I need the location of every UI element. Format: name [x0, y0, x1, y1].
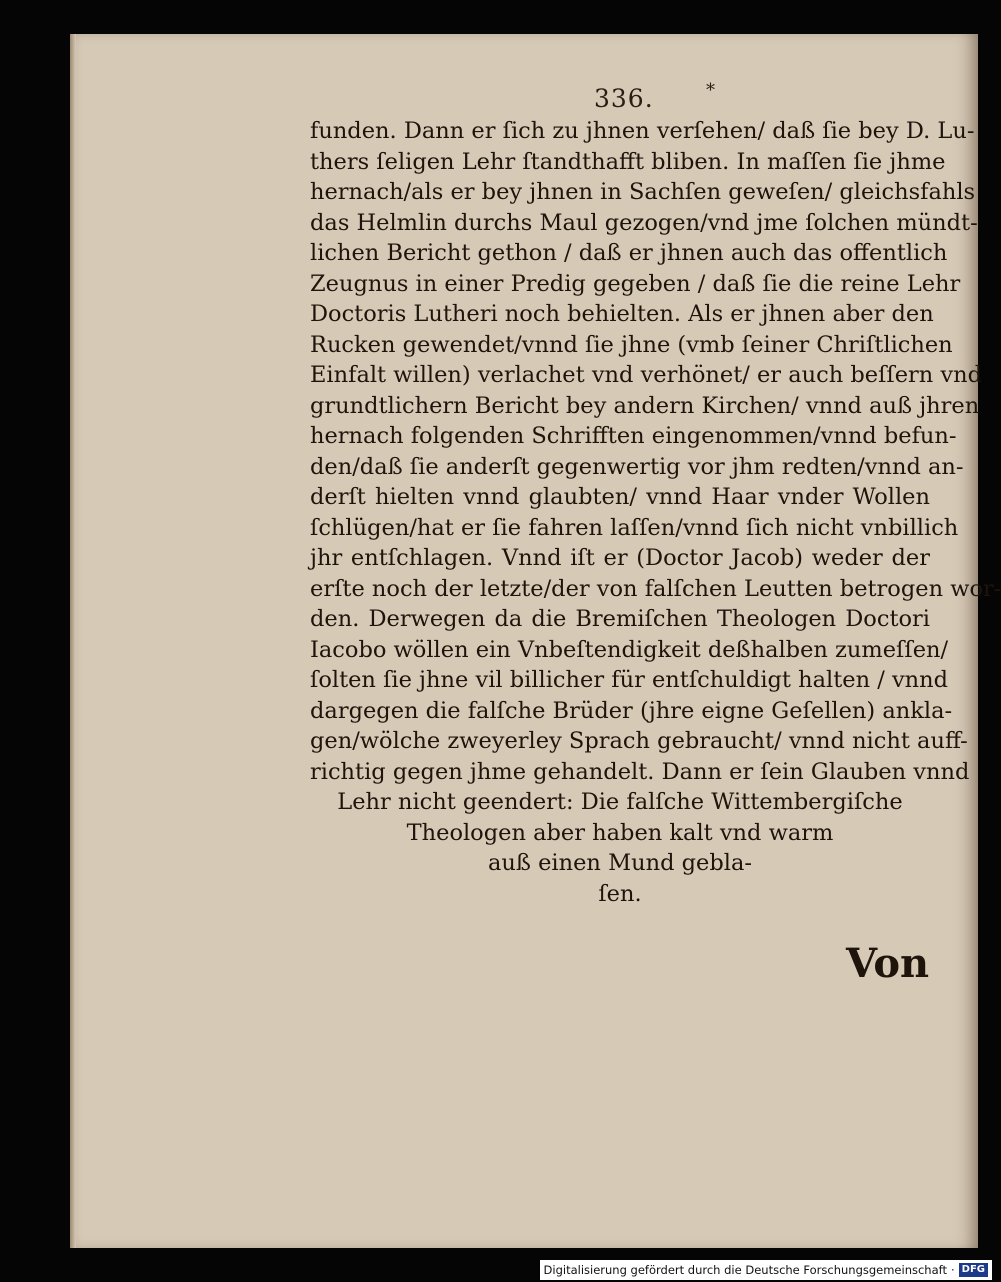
text-line: jhr entſchlagen. Vnnd iſt er (Doctor Jacob) weder der	[310, 545, 930, 571]
text-line: Theologen aber haben kalt vnd warm	[406, 819, 834, 846]
text-line: dargegen die falſche Brüder (jhre eigne Geſellen) ankla-	[310, 697, 953, 724]
footer-text: Digitalisierung gefördert durch die Deutsche Forschungsgemeinschaft	[543, 1263, 947, 1277]
asterisk-mark: *	[706, 80, 715, 101]
text-line: derſt hielten vnnd glaubten/ vnnd Haar vnder Wollen	[310, 484, 930, 510]
text-line: Zeugnus in einer Predig gegeben / daß ſie die reine Lehr	[310, 270, 961, 297]
separator: ·	[951, 1263, 955, 1277]
page-number: 336.	[594, 84, 654, 113]
text-line: den/daß ſie anderſt gegenwertig vor jhm redten/vnnd an-	[310, 453, 964, 480]
dfg-logo-icon: DFG	[959, 1263, 988, 1277]
text-line: erſte noch der letzte/der von falſchen Leutten betrogen wor-	[310, 575, 1001, 602]
catchword: Von	[846, 940, 930, 987]
text-line: auß einen Mund gebla-	[488, 850, 752, 876]
text-line: den. Derwegen da die Bremiſchen Theologen Doctori	[310, 606, 930, 632]
page-edge	[70, 34, 76, 1248]
text-line: ſen.	[598, 880, 642, 907]
text-line: das Helmlin durchs Maul gezogen/vnd jme ſolchen mündt-	[310, 209, 978, 236]
text-line: ſolten ſie jhne vil billicher für entſchuldigt halten / vnnd	[310, 667, 949, 693]
text-line: Einfalt willen) verlachet vnd verhönet/ er auch beſſern vnd	[310, 362, 983, 388]
text-line: Iacobo wöllen ein Vnbeſtendigkeit deßhalben zumeſſen/	[310, 636, 949, 663]
text-line: gen/wölche zweyerley Sprach gebraucht/ vnnd nicht auff-	[310, 728, 968, 754]
text-line: Rucken gewendet/vnnd ſie jhne (vmb ſeiner Chriſtlichen	[310, 331, 953, 358]
text-line: grundtlichern Bericht bey andern Kirchen/ vnnd auß jhren	[310, 392, 980, 419]
body-text	[310, 116, 1001, 909]
text-line: richtig gegen jhme gehandelt. Dann er ſein Glauben vnnd	[310, 758, 970, 785]
text-line: thers ſeligen Lehr ſtandthafft bliben. In maſſen ſie jhme	[310, 148, 946, 175]
text-line: Lehr nicht geendert: Die falſche Wittembergiſche	[337, 789, 903, 815]
footer-credit	[540, 1260, 992, 1280]
text-line: Doctoris Lutheri noch behielten. Als er jhnen aber den	[310, 301, 934, 327]
text-line: funden. Dann er ſich zu jhnen verſehen/ daß ſie bey D. Lu-	[310, 118, 975, 144]
text-line: hernach folgenden Schrifften eingenommen/vnnd befun-	[310, 423, 957, 449]
text-line: hernach/als er bey jhnen in Sachſen geweſen/ gleichsfahls	[310, 179, 976, 205]
text-line: lichen Bericht gethon / daß er jhnen auch das offentlich	[310, 240, 948, 266]
text-line: ſchlügen/hat er ſie fahren laſſen/vnnd ſich nicht vnbillich	[310, 514, 959, 541]
